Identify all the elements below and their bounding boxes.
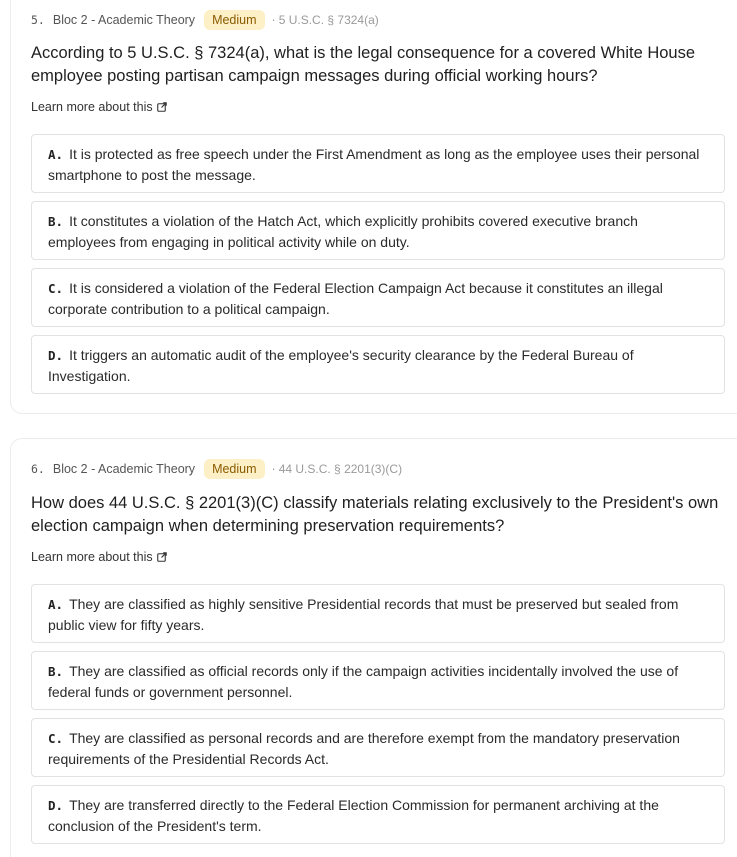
external-link-icon <box>157 102 167 112</box>
option-text: They are classified as personal records and are therefore exempt from the mandatory preservation requirements of the Presidential Records Act. <box>48 730 680 767</box>
learn-more-link[interactable] <box>31 99 167 115</box>
answer-option-c[interactable] <box>31 718 725 777</box>
option-text: They are classified as highly sensitive Presidential records that must be preserved but sealed from public view for fifty years. <box>48 596 679 633</box>
option-letter: B. <box>48 664 64 679</box>
option-letter: A. <box>48 147 64 162</box>
option-text: It triggers an automatic audit of the employee's security clearance by the Federal Bureau of Investigation. <box>48 347 634 384</box>
option-letter: C. <box>48 731 64 746</box>
question-card <box>10 0 737 414</box>
option-text: They are transferred directly to the Federal Election Commission for permanent archiving at the conclusion of the President's term. <box>48 797 659 834</box>
meta-separator: · <box>271 13 276 27</box>
answer-option-a[interactable] <box>31 584 725 643</box>
question-card <box>10 438 737 857</box>
answer-option-a[interactable] <box>31 134 725 193</box>
answer-option-c[interactable] <box>31 268 725 327</box>
option-text: It is protected as free speech under the First Amendment as long as the employee uses their personal smartphone to post the message. <box>48 146 700 183</box>
question-bloc: Bloc 2 - Academic Theory <box>52 13 196 27</box>
question-number: 5. <box>31 13 45 27</box>
learn-more-link[interactable] <box>31 549 167 565</box>
question-number: 6. <box>31 462 45 476</box>
external-link-icon <box>157 552 167 562</box>
answer-option-d[interactable] <box>31 335 725 394</box>
difficulty-badge: Medium <box>204 10 264 30</box>
answer-option-b[interactable] <box>31 201 725 260</box>
option-letter: D. <box>48 798 64 813</box>
option-letter: B. <box>48 214 64 229</box>
answer-option-d[interactable] <box>31 785 725 844</box>
question-meta <box>31 9 379 31</box>
option-text: It constitutes a violation of the Hatch Act, which explicitly prohibits covered executive branch employees from engaging in political activity while on duty. <box>48 213 638 250</box>
learn-more-label: Learn more about this <box>31 550 153 564</box>
option-text: It is considered a violation of the Federal Election Campaign Act because it constitutes an illegal corporate contribution to a political campaign. <box>48 280 663 317</box>
question-citation: 5 U.S.C. § 7324(a) <box>278 13 379 27</box>
difficulty-badge: Medium <box>204 459 264 479</box>
learn-more-label: Learn more about this <box>31 100 153 114</box>
option-letter: D. <box>48 348 64 363</box>
meta-separator: · <box>271 462 276 476</box>
question-citation: 44 U.S.C. § 2201(3)(C) <box>278 462 403 476</box>
option-text: They are classified as official records only if the campaign activities incidentally involved the use of federal funds or government personnel. <box>48 663 679 700</box>
option-letter: A. <box>48 597 64 612</box>
question-bloc: Bloc 2 - Academic Theory <box>52 462 196 476</box>
answer-option-b[interactable] <box>31 651 725 710</box>
question-meta <box>31 458 402 480</box>
question-text: According to 5 U.S.C. § 7324(a), what is the legal consequence for a covered White House employee posting partisan campaign messages during official working hours? <box>31 44 696 85</box>
option-letter: C. <box>48 281 64 296</box>
question-text: How does 44 U.S.C. § 2201(3)(C) classify materials relating exclusively to the President's own election campaign when determining preservation requirements? <box>31 494 719 535</box>
